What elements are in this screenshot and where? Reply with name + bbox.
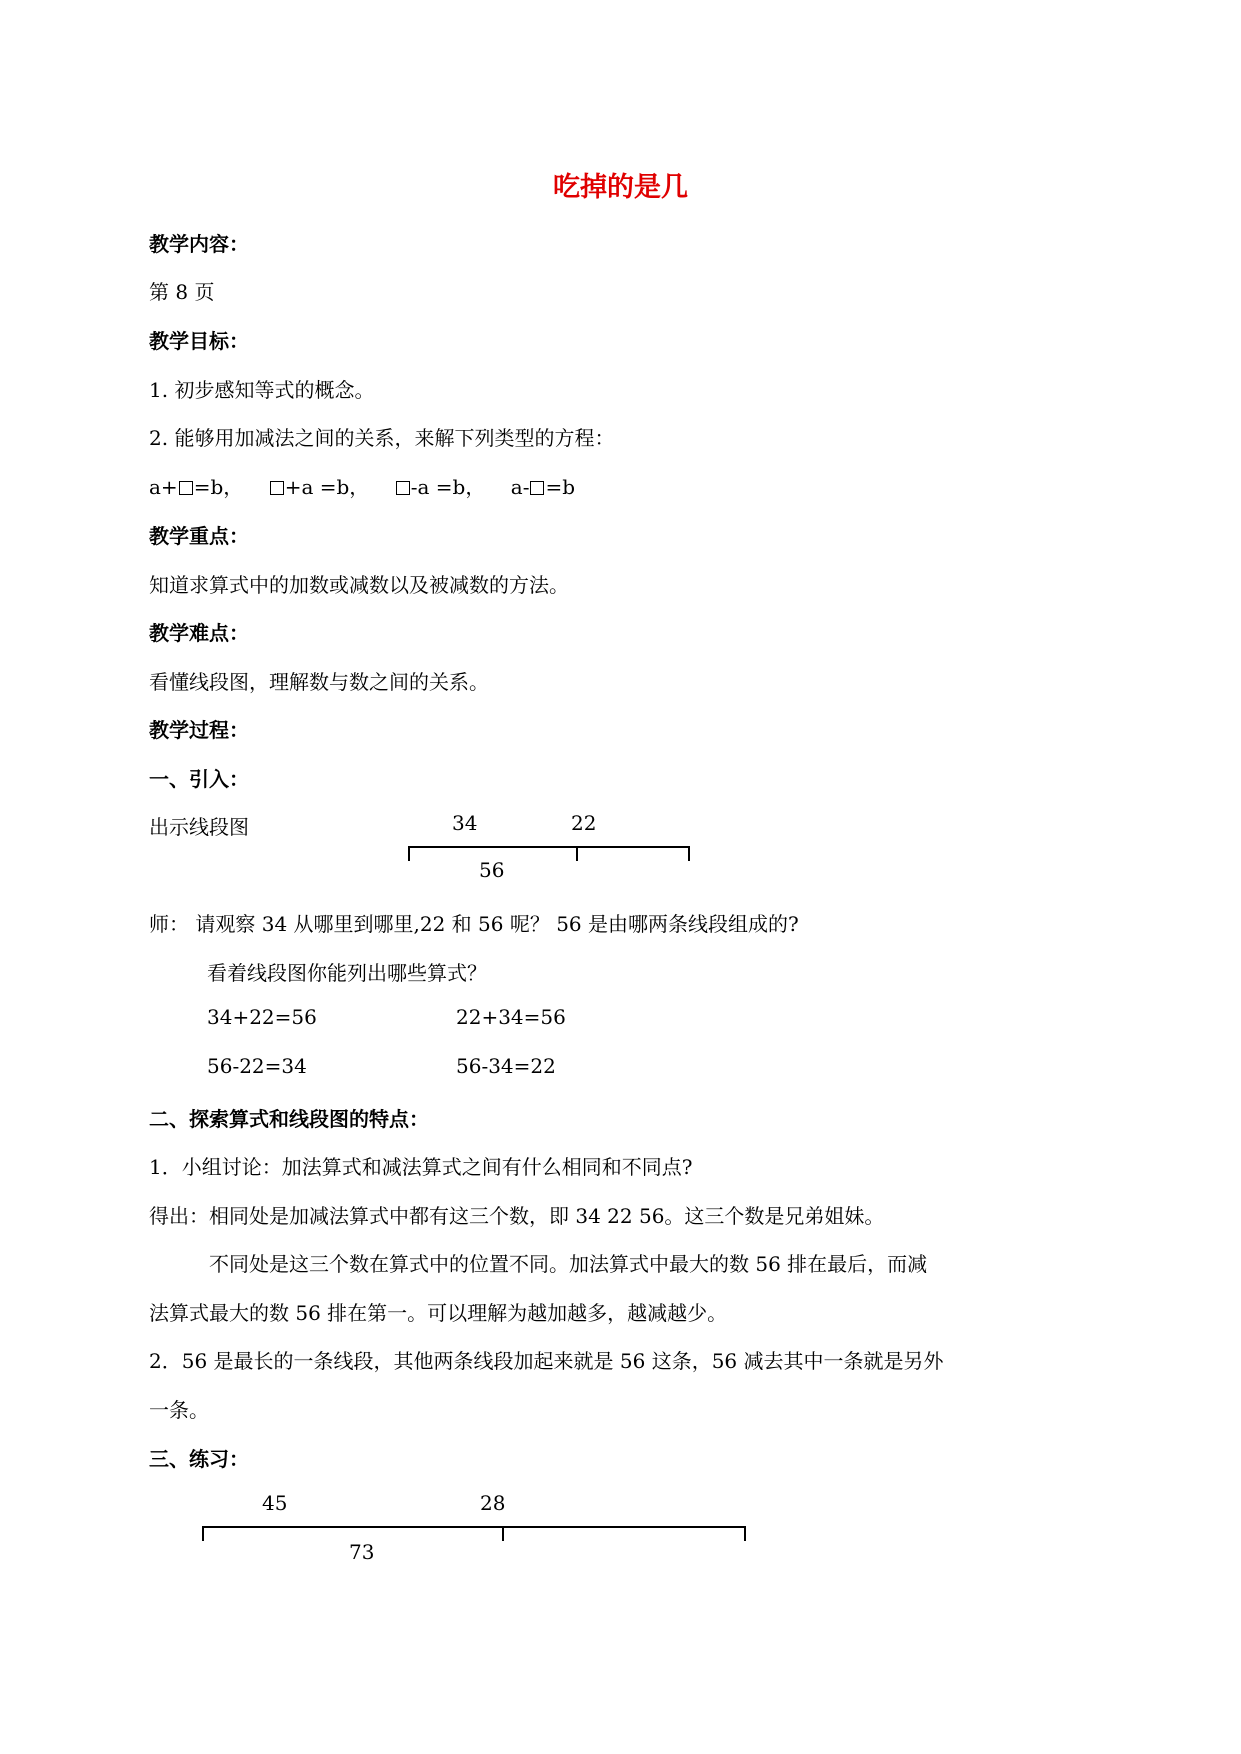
- formula-question: 看着线段图你能列出哪些算式？: [207, 961, 487, 985]
- discussion-line: 1．小组讨论：加法算式和减法算式之间有什么相同和不同点?: [149, 1155, 693, 1179]
- objective-1: 1. 初步感知等式的概念。: [149, 378, 375, 402]
- teacher-question: 师： 请观察 34 从哪里到哪里,22 和 56 呢？ 56 是由哪两条线段组成的?: [149, 912, 799, 936]
- teaching-content-heading: 教学内容：: [149, 232, 249, 256]
- segment-label-total: 56: [479, 858, 505, 882]
- segment-label-right: 22: [571, 811, 597, 835]
- equation-1: a+ =b，: [149, 475, 244, 499]
- segment-tick-end: [688, 846, 690, 861]
- intro-heading: 一、引入：: [149, 767, 249, 791]
- formula-2: 22+34=56: [456, 1005, 566, 1029]
- equation-3: -a =b，: [395, 475, 486, 499]
- segment-line: [202, 1526, 746, 1528]
- difficulty-text: 看懂线段图，理解数与数之间的关系。: [149, 670, 489, 694]
- segment-label-left: 34: [452, 811, 478, 835]
- segment-line: [408, 846, 690, 848]
- segment-label-left: 45: [262, 1491, 288, 1515]
- blank-box: [179, 481, 193, 495]
- blank-box: [270, 481, 284, 495]
- key-points-heading: 教学重点：: [149, 524, 249, 548]
- formula-1: 34+22=56: [207, 1005, 317, 1029]
- segment-label-right: 28: [480, 1491, 506, 1515]
- conclusion-line: 得出：相同处是加减法算式中都有这三个数，即 34 22 56。这三个数是兄弟姐妹。: [149, 1204, 885, 1228]
- point-2-line-1: 2．56 是最长的一条线段，其他两条线段加起来就是 56 这条，56 减去其中一条就是另外: [149, 1349, 944, 1373]
- objectives-heading: 教学目标：: [149, 329, 249, 353]
- objective-2: 2. 能够用加减法之间的关系，来解下列类型的方程：: [149, 426, 615, 450]
- teaching-content-text: 第 8 页: [149, 280, 215, 304]
- page-title: 吃掉的是几: [553, 172, 688, 203]
- segment-tick-end: [744, 1526, 746, 1541]
- key-points-text: 知道求算式中的加数或减数以及被减数的方法。: [149, 573, 569, 597]
- difference-line-1: 不同处是这三个数在算式中的位置不同。加法算式中最大的数 56 排在最后，而减: [209, 1252, 928, 1276]
- segment-tick-middle: [576, 846, 578, 861]
- intro-label: 出示线段图: [149, 815, 249, 839]
- segment-tick-start: [408, 846, 410, 861]
- blank-box: [530, 481, 544, 495]
- process-heading: 教学过程：: [149, 718, 249, 742]
- equation-4: a- =b: [510, 475, 576, 499]
- equation-types: [149, 471, 575, 500]
- point-2-line-2: 一条。: [149, 1398, 209, 1422]
- explore-heading: 二、探索算式和线段图的特点：: [149, 1107, 429, 1131]
- formula-4: 56-34=22: [456, 1054, 556, 1078]
- formula-3: 56-22=34: [207, 1054, 307, 1078]
- difference-line-2: 法算式最大的数 56 排在第一。可以理解为越加越多，越减越少。: [149, 1301, 728, 1325]
- segment-tick-start: [202, 1526, 204, 1541]
- difficulty-heading: 教学难点：: [149, 621, 249, 645]
- blank-box: [396, 481, 410, 495]
- segment-tick-middle: [502, 1526, 504, 1541]
- segment-label-total: 73: [349, 1540, 375, 1564]
- equation-2: +a =b，: [269, 475, 370, 499]
- practice-heading: 三、练习：: [149, 1447, 249, 1471]
